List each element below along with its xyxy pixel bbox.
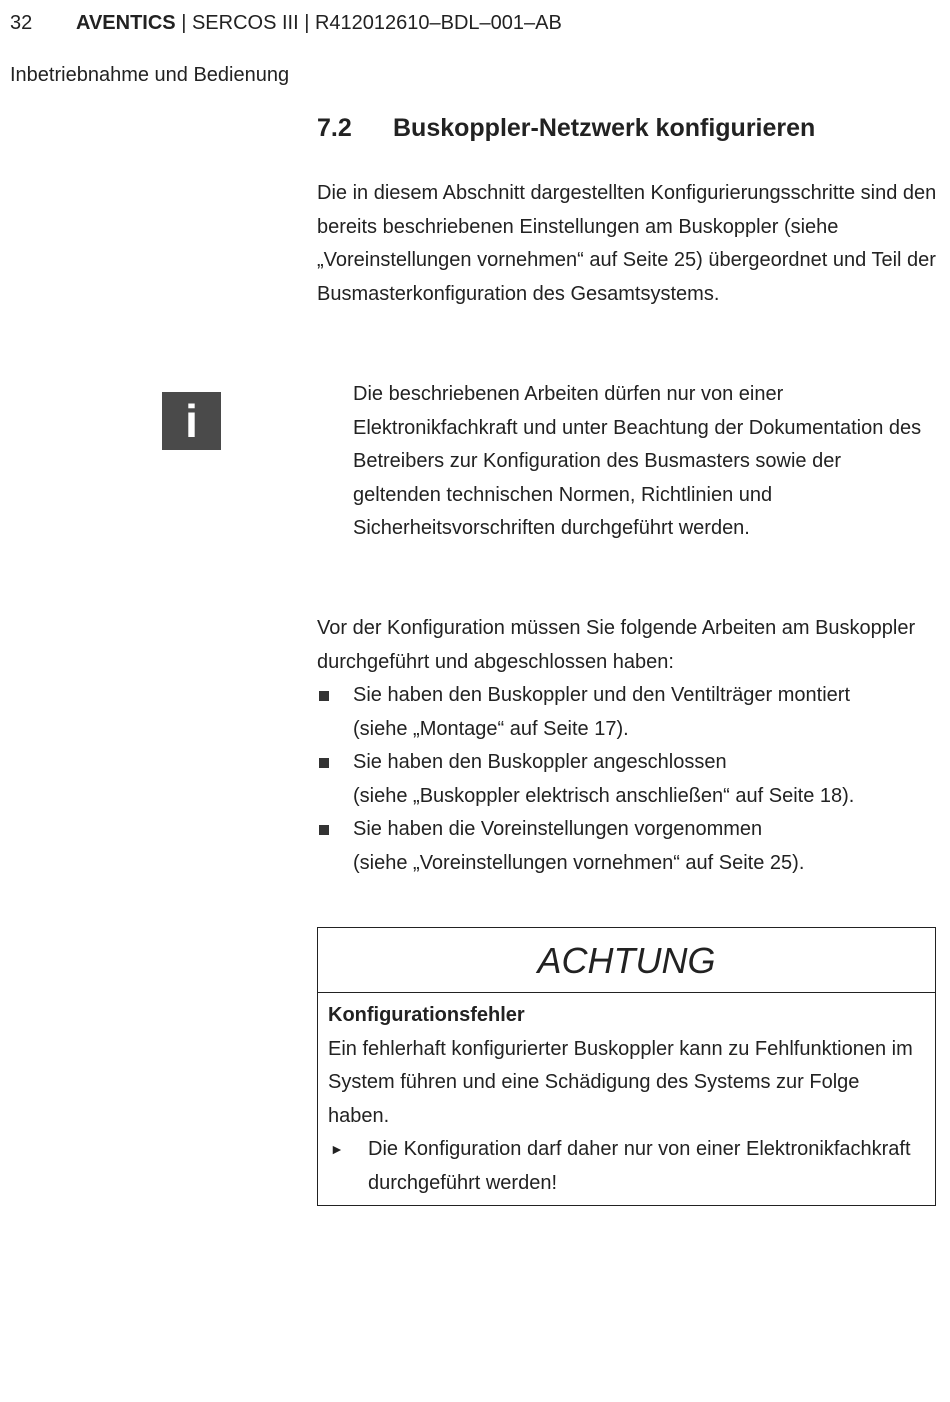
notice-body bbox=[318, 993, 935, 1206]
list-item-text: Sie haben den Buskoppler und den Ventilträger montiert bbox=[353, 684, 851, 706]
section-number: 7.2 bbox=[317, 114, 352, 142]
notice-text: Ein fehlerhaft konfigurierter Buskoppler kann zu Fehlfunktionen im System führen und eine Schädigung des Systems zur Folge haben. bbox=[328, 1037, 913, 1127]
info-note-text: Die beschriebenen Arbeiten dürfen nur von einer Elektronikfachkraft und unter Beachtung der Dokumentation des Betreibers zur Konfiguration des Busmasters sowie der geltenden technischen Normen, Richtlinien und Sicherheitsvorschriften durchgeführt werden. bbox=[353, 383, 922, 539]
list-item-text: Sie haben den Buskoppler angeschlossen bbox=[353, 751, 727, 773]
notice-action bbox=[328, 1133, 925, 1200]
intro-paragraph: Die in diesem Abschnitt dargestellten Konfigurierungsschritte sind den bereits beschriebenen Einstellungen am Buskoppler (siehe „Voreinstellungen vornehmen“ auf Seite 25) übergeordnet und Teil der Busmasterkonfiguration des Gesamtsystems. bbox=[317, 182, 937, 305]
list-item-text: Sie haben die Voreinstellungen vorgenommen bbox=[353, 818, 763, 840]
document-info: | SERCOS III | R412012610–BDL–001–AB bbox=[175, 12, 562, 34]
square-bullet-icon bbox=[319, 758, 329, 768]
notice-heading: ACHTUNG bbox=[318, 928, 935, 993]
section-heading bbox=[317, 114, 815, 143]
notice-box bbox=[317, 927, 936, 1206]
list-item bbox=[317, 813, 942, 880]
section-title: Buskoppler-Netzwerk konfigurieren bbox=[393, 114, 816, 142]
chapter-title: Inbetriebnahme und Bedienung bbox=[10, 64, 290, 86]
square-bullet-icon bbox=[319, 825, 329, 835]
prerequisites-list bbox=[317, 679, 942, 880]
list-item-reference: (siehe „Voreinstellungen vornehmen“ auf Seite 25). bbox=[353, 851, 805, 874]
list-item bbox=[317, 746, 942, 813]
info-icon: i bbox=[162, 392, 221, 450]
list-item bbox=[317, 679, 942, 746]
notice-title: Konfigurationsfehler bbox=[328, 1004, 525, 1026]
page-header bbox=[10, 12, 562, 35]
prerequisites-paragraph: Vor der Konfiguration müssen Sie folgende Arbeiten am Buskoppler durchgeführt und abgeschlossen haben: bbox=[317, 617, 916, 673]
notice-action-text: Die Konfiguration darf daher nur von einer Elektronikfachkraft durchgeführt werden! bbox=[368, 1138, 911, 1194]
list-item-reference: (siehe „Montage“ auf Seite 17). bbox=[353, 717, 629, 740]
page-number: 32 bbox=[10, 12, 33, 34]
square-bullet-icon bbox=[319, 691, 329, 701]
triangle-right-icon: ► bbox=[330, 1141, 344, 1157]
brand-name: AVENTICS bbox=[76, 12, 176, 34]
list-item-reference: (siehe „Buskoppler elektrisch anschließen“ auf Seite 18). bbox=[353, 784, 855, 807]
